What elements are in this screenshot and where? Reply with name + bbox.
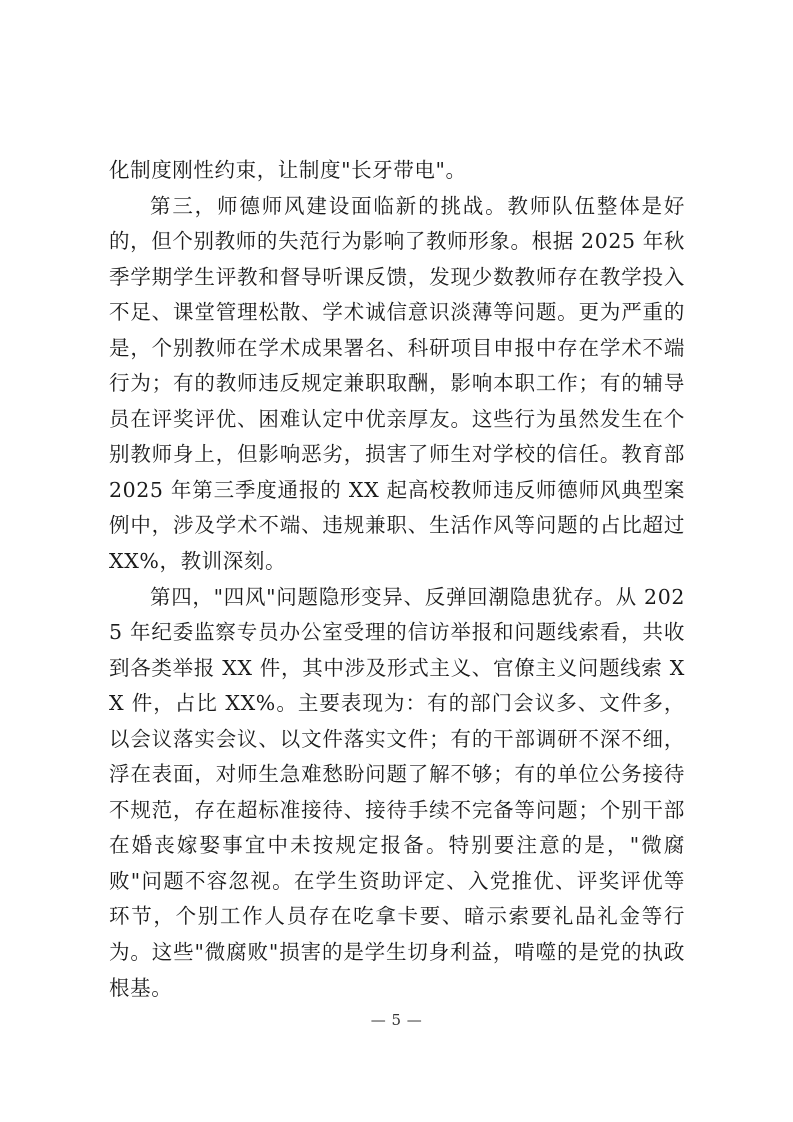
paragraph-four-winds: 第四，"四风"问题隐形变异、反弹回潮隐患犹存。从 2025 年纪委监察专员办公室受理的信访举报和问题线索看，共收到各类举报 XX 件，其中涉及形式主义、官僚主义问题线索 XX 件，占比 XX%。主要表现为：有的部门会议多、文件多，以会议落实会议、以文件落实文件；有的干部调研不深不细，浮在表面，对师生急难愁盼问题了解不够；有的单位公务接待不规范，存在超标准接待、接待手续不完备等问题；个别干部在婚丧嫁娶事宜中未按规定报备。特别要注意的是，"微腐败"问题不容忽视。在学生资助评定、入党推优、评奖评优等环节，个别工作人员存在吃拿卡要、暗示索要礼品礼金等行为。这些"微腐败"损害的是学生切身利益，啃噬的是党的执政根基。 [109, 584, 685, 1000]
body-text [109, 153, 685, 1006]
paragraph-teacher-ethics: 第三，师德师风建设面临新的挑战。教师队伍整体是好的，但个别教师的失范行为影响了教师形象。根据 2025 年秋季学期学生评教和督导听课反馈，发现少数教师存在教学投入不足、课堂管理松散、学术诚信意识淡薄等问题。更为严重的是，个别教师在学术成果署名、科研项目申报中存在学术不端行为；有的教师违反规定兼职取酬，影响本职工作；有的辅导员在评奖评优、困难认定中优亲厚友。这些行为虽然发生在个别教师身上，但影响恶劣，损害了师生对学校的信任。教育部 2025 年第三季度通报的 XX 起高校教师违反师德师风典型案例中，涉及学术不端、违规兼职、生活作风等问题的占比超过 XX%，教训深刻。 [109, 193, 685, 574]
paragraph-continuation: 化制度刚性约束，让制度"长牙带电"。 [109, 158, 467, 182]
page-number: — 5 — [370, 1011, 423, 1029]
